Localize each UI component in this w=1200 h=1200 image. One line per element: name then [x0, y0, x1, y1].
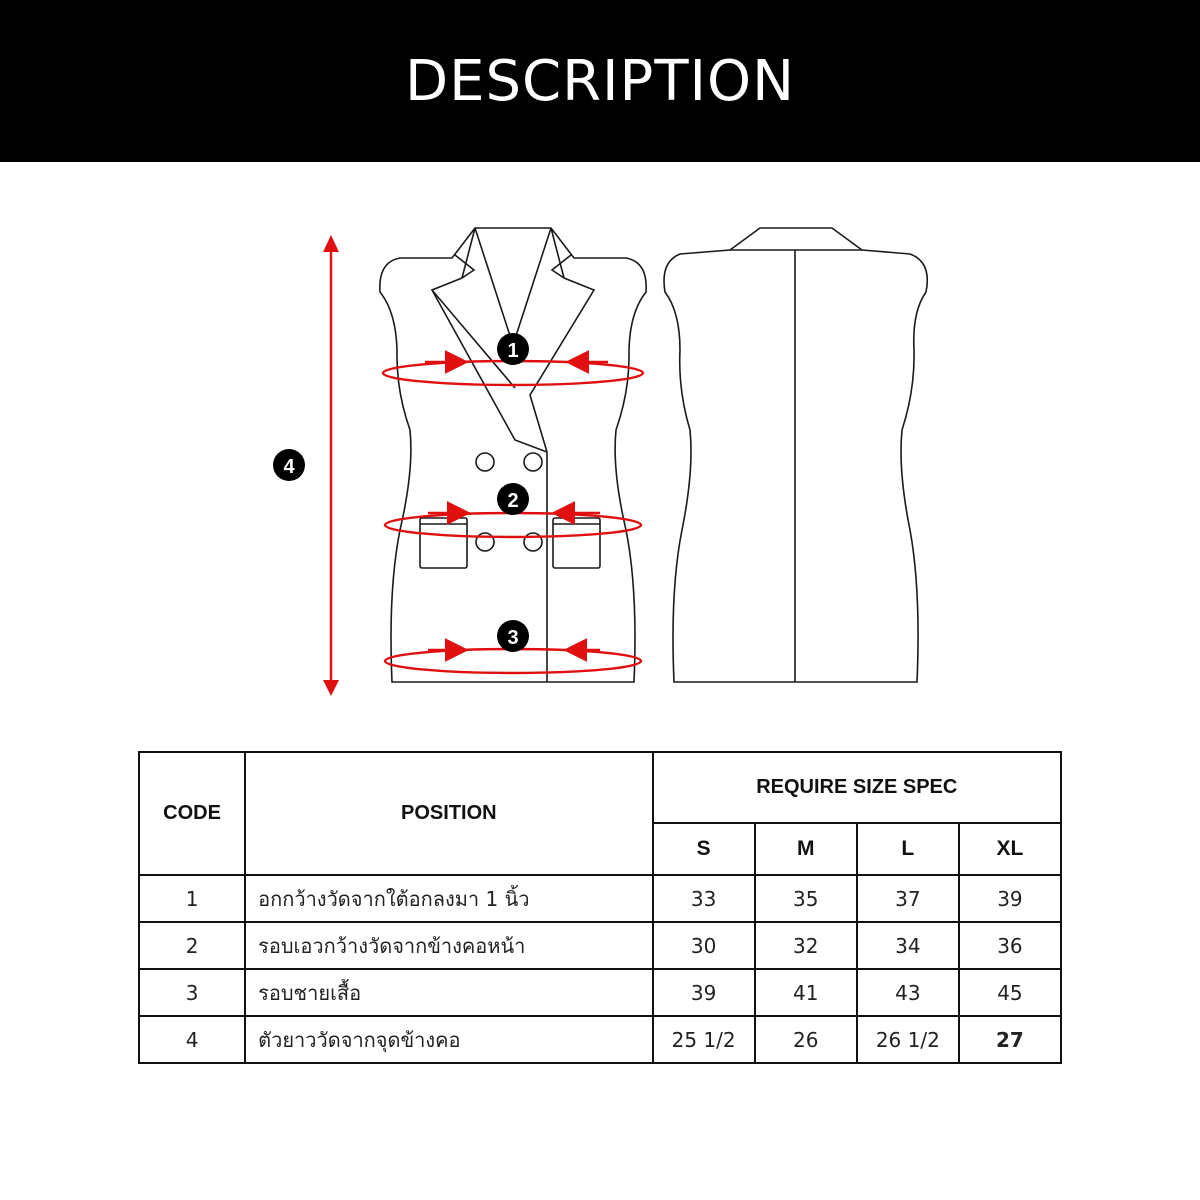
size-header-s: S [653, 823, 755, 875]
row-value-l: 37 [857, 875, 959, 922]
table-row [139, 922, 1061, 969]
require-size-spec-header: REQUIRE SIZE SPEC [653, 752, 1061, 823]
size-spec-table [138, 751, 1062, 1064]
marker-4 [273, 449, 305, 481]
row-code: 2 [139, 922, 245, 969]
vest-front [380, 228, 646, 682]
row-position: รอบชายเสื้อ [245, 969, 652, 1016]
marker-2 [497, 483, 529, 515]
marker-2-label: 2 [507, 490, 519, 512]
vest-back [664, 228, 927, 682]
row-value-l: 34 [857, 922, 959, 969]
row-code: 3 [139, 969, 245, 1016]
table-row [139, 969, 1061, 1016]
button-icon [524, 453, 542, 471]
size-header-m: M [755, 823, 857, 875]
row-value-s: 30 [653, 922, 755, 969]
table-row [139, 875, 1061, 922]
header-banner [0, 0, 1200, 162]
row-value-xl: 39 [959, 875, 1061, 922]
row-code: 1 [139, 875, 245, 922]
marker-1-label: 1 [507, 340, 519, 362]
row-value-s: 39 [653, 969, 755, 1016]
row-value-s: 33 [653, 875, 755, 922]
row-position: อกกว้างวัดจากใต้อกลงมา 1 นิ้ว [245, 875, 652, 922]
table-row [139, 1016, 1061, 1063]
size-header-xl: XL [959, 823, 1061, 875]
marker-3-label: 3 [507, 627, 519, 649]
row-value-l: 26 1/2 [857, 1016, 959, 1063]
row-position: ตัวยาววัดจากจุดข้างคอ [245, 1016, 652, 1063]
row-value-m: 26 [755, 1016, 857, 1063]
row-value-xl: 36 [959, 922, 1061, 969]
position-header: POSITION [245, 752, 652, 875]
hem-measure-ring [385, 649, 641, 673]
row-position: รอบเอวกว้างวัดจากข้างคอหน้า [245, 922, 652, 969]
row-value-l: 43 [857, 969, 959, 1016]
measure-lines [331, 243, 643, 686]
vest-measurement-diagram [0, 162, 1200, 742]
row-value-xl: 45 [959, 969, 1061, 1016]
row-value-m: 35 [755, 875, 857, 922]
button-icon [476, 453, 494, 471]
arrow-up-icon [323, 235, 339, 252]
marker-1 [497, 333, 529, 365]
page-title: DESCRIPTION [404, 48, 796, 114]
code-header: CODE [139, 752, 245, 875]
marker-4-label: 4 [283, 456, 295, 478]
row-value-m: 41 [755, 969, 857, 1016]
marker-3 [497, 620, 529, 652]
row-value-xl: 27 [959, 1016, 1061, 1063]
waist-measure-ring [385, 513, 641, 537]
row-code: 4 [139, 1016, 245, 1063]
size-header-l: L [857, 823, 959, 875]
row-value-s: 25 1/2 [653, 1016, 755, 1063]
row-value-m: 32 [755, 922, 857, 969]
arrow-down-icon [323, 680, 339, 696]
